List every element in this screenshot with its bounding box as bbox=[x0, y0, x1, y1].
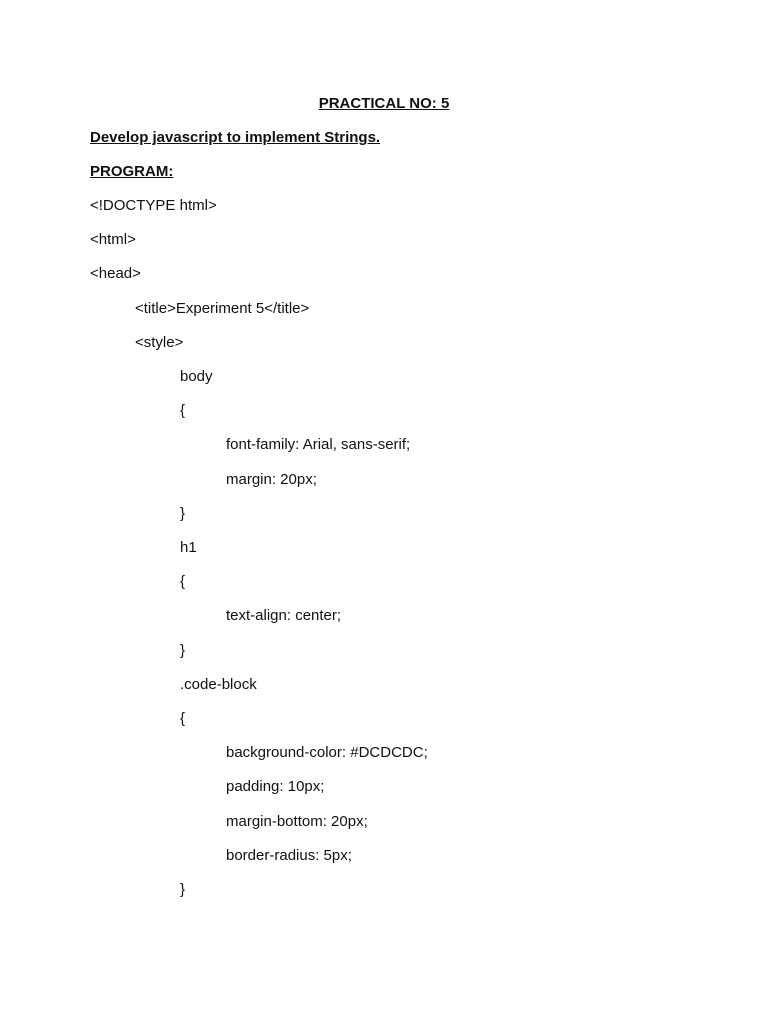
code-line: margin-bottom: 20px; bbox=[226, 813, 368, 830]
code-line: text-align: center; bbox=[226, 607, 342, 624]
code-line: font-family: Arial, sans-serif; bbox=[226, 436, 411, 453]
code-line: padding: 10px; bbox=[226, 778, 325, 795]
code-line: <title>Experiment 5</title> bbox=[135, 300, 310, 317]
code-line: } bbox=[180, 505, 186, 522]
code-line: } bbox=[180, 642, 186, 659]
code-line: body bbox=[180, 368, 213, 385]
code-line: margin: 20px; bbox=[226, 471, 317, 488]
code-line: <head> bbox=[90, 265, 141, 282]
code-line: { bbox=[180, 710, 186, 727]
code-line: <html> bbox=[90, 231, 136, 248]
program-label: PROGRAM: bbox=[90, 163, 174, 180]
code-line: h1 bbox=[180, 539, 197, 556]
code-line: { bbox=[180, 573, 186, 590]
code-line: <style> bbox=[135, 334, 184, 351]
code-line: background-color: #DCDCDC; bbox=[226, 744, 428, 761]
code-line: { bbox=[180, 402, 186, 419]
code-line: <!DOCTYPE html> bbox=[90, 197, 217, 214]
practical-title: PRACTICAL NO: 5 bbox=[318, 95, 450, 112]
aim-heading: Develop javascript to implement Strings. bbox=[90, 129, 381, 146]
code-line: } bbox=[180, 881, 186, 898]
code-line: border-radius: 5px; bbox=[226, 847, 352, 864]
code-line: .code-block bbox=[180, 676, 257, 693]
